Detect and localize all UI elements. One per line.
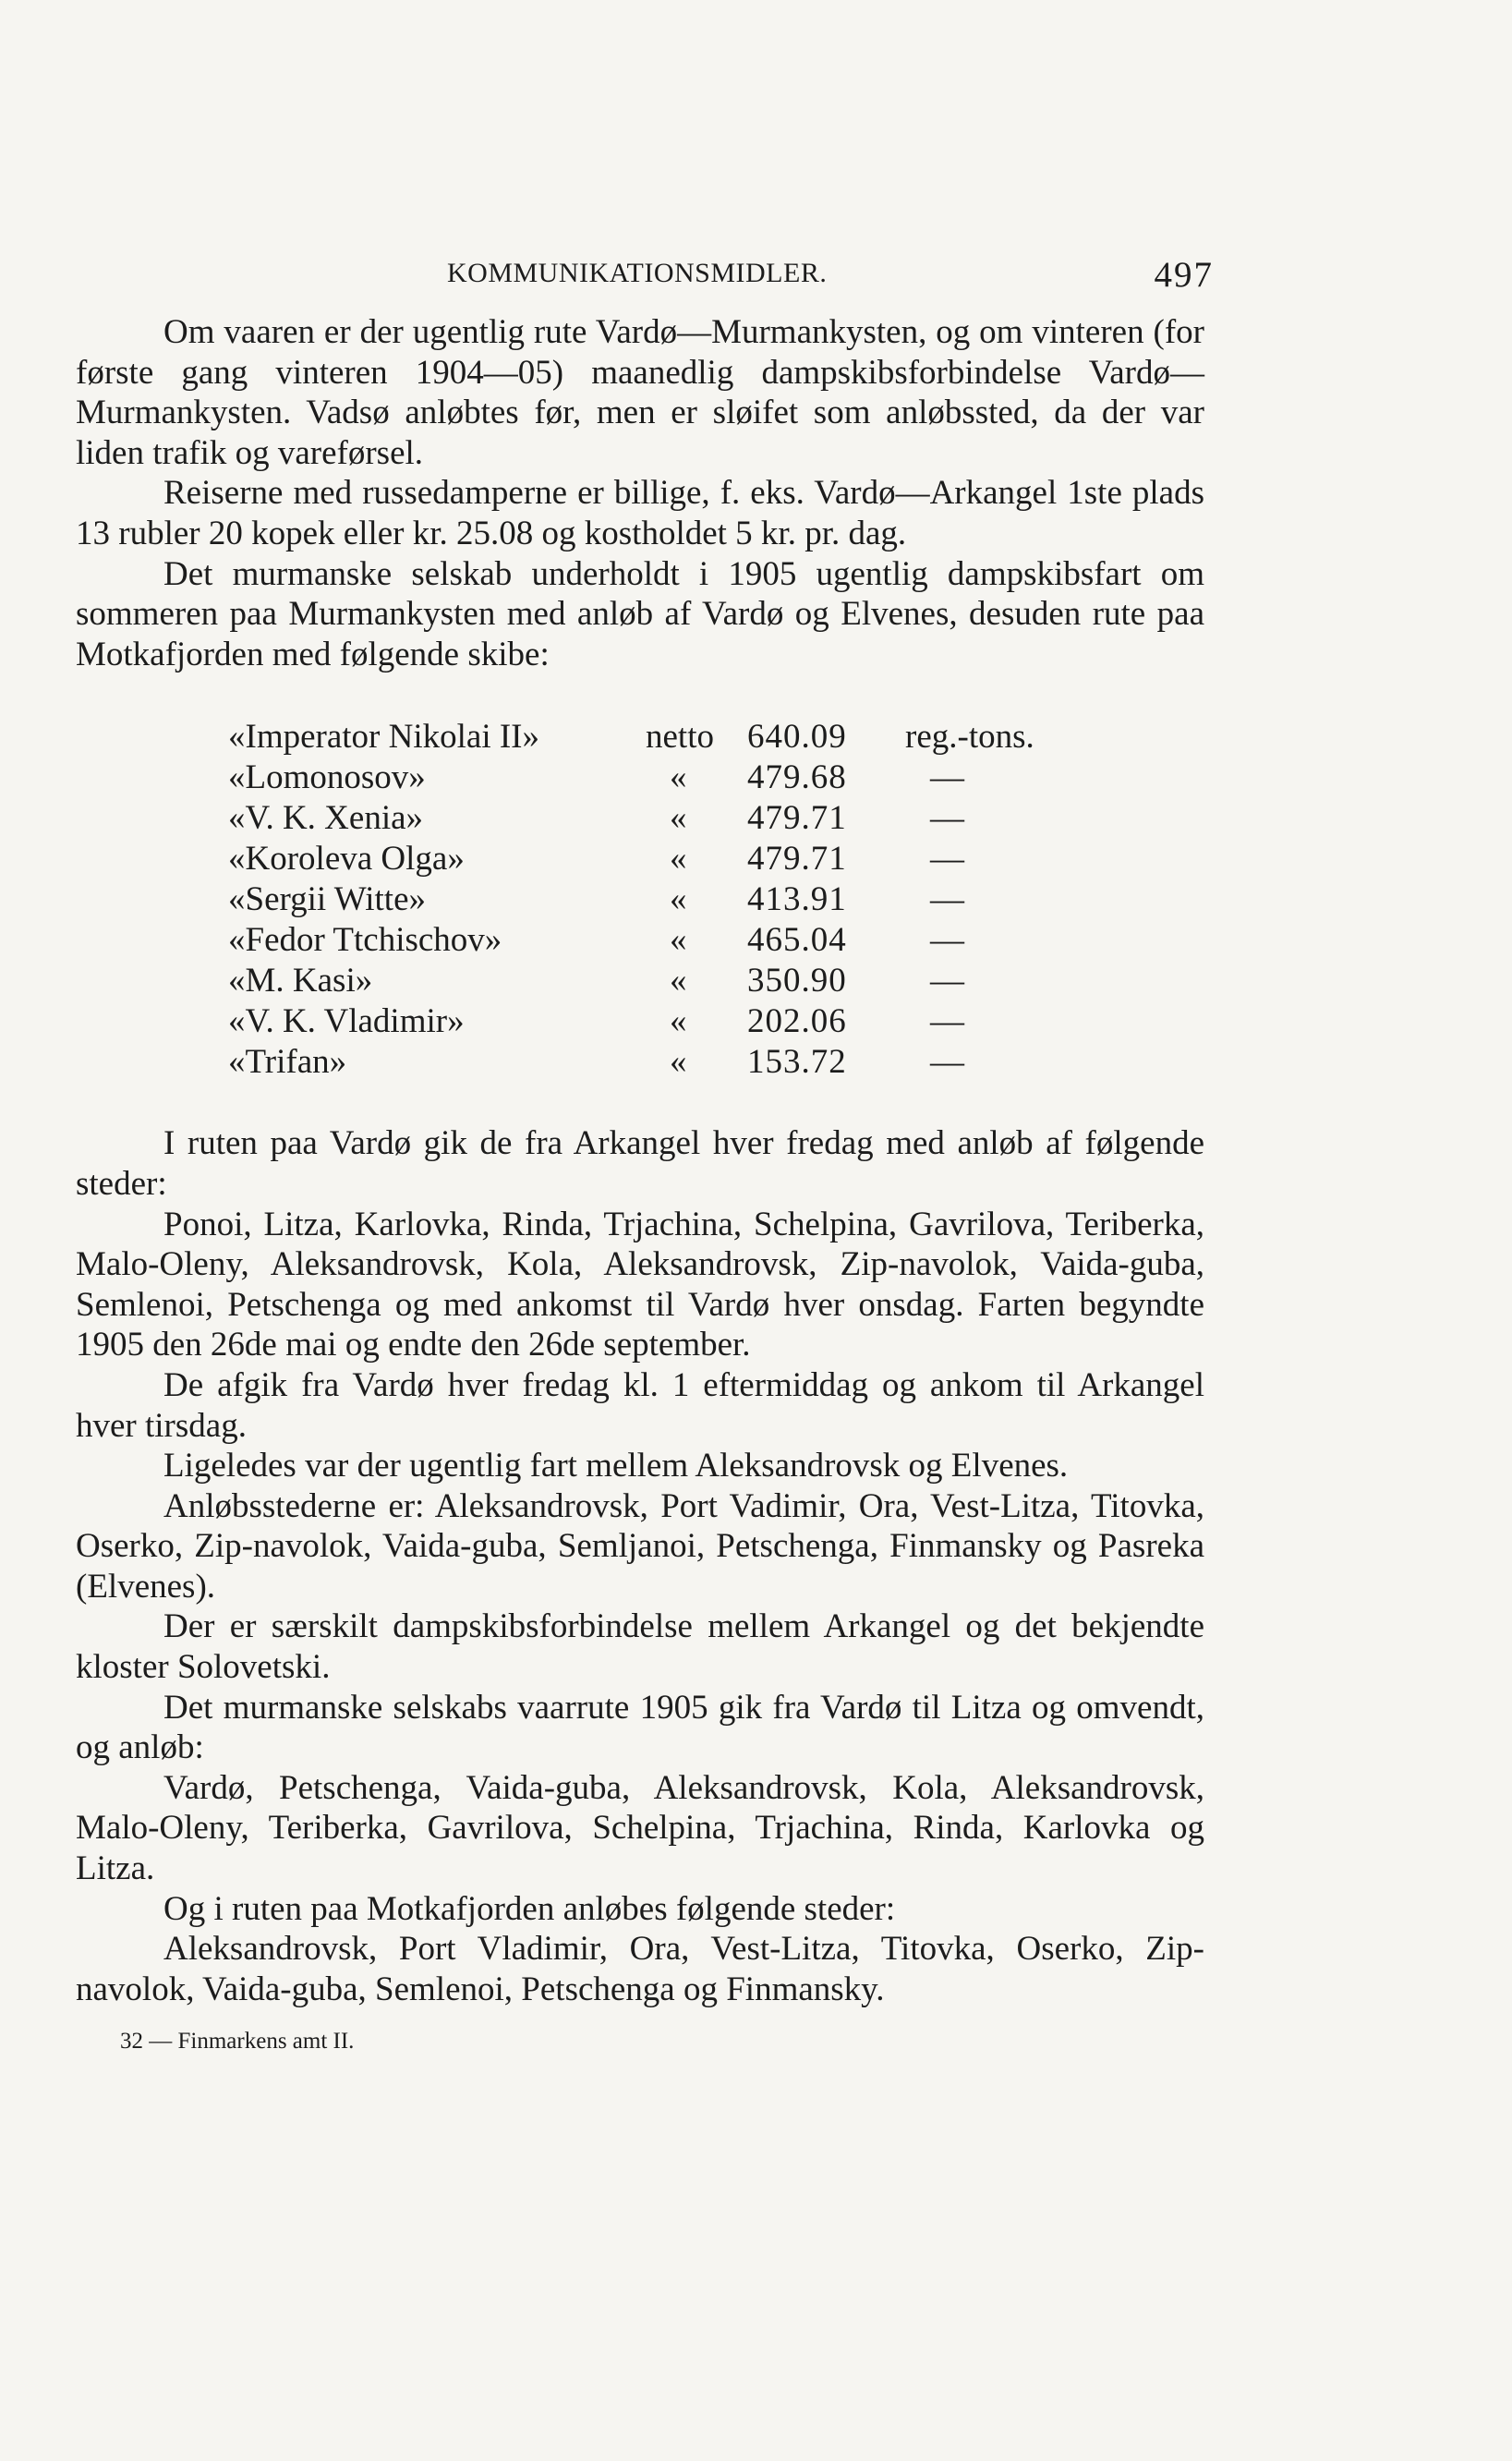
ship-tonnage: 350.90	[747, 962, 847, 1000]
ship-tonnage: 153.72	[747, 1043, 847, 1082]
running-title: KOMMUNIKATIONSMIDLER.	[447, 258, 828, 288]
page-number: 497	[1154, 255, 1214, 295]
ship-reg: —	[930, 799, 964, 838]
paragraph-elvenes-route: Ligeledes var der ugentlig fart mellem Aleksandrovsk og Elvenes.	[163, 1447, 1069, 1485]
ship-row	[76, 961, 1204, 1001]
ship-reg: —	[930, 1043, 964, 1082]
ship-name: «Imperator Nikolai II»	[228, 718, 539, 757]
ship-unit: «	[670, 758, 687, 797]
ship-name: «V. K. Xenia»	[228, 799, 424, 838]
ship-unit: netto	[646, 718, 714, 757]
paragraph-elvenes-stops: Anløbsstederne er: Aleksandrovsk, Port Vadimir, Ora, Vest-Litza, Titovka, Oserko, Zip-navolok, Vaida-guba, Semljanoi, Petschenga, Finmansky og Pasreka (Elvenes).	[76, 1486, 1204, 1606]
ship-unit: «	[670, 799, 687, 838]
ship-tonnage: 640.09	[747, 718, 847, 757]
ship-reg: —	[930, 921, 964, 960]
ship-tonnage: 479.71	[747, 840, 847, 879]
ship-row	[76, 1042, 1204, 1083]
paragraph-solovetski: Der er særskilt dampskibsforbindelse mellem Arkangel og det bekjendte kloster Solovetski.	[76, 1607, 1204, 1687]
ship-name: «Lomonosov»	[228, 758, 426, 797]
paragraph-winter-route: Om vaaren er der ugentlig rute Vardø—Murmankysten, og om vinteren (for første gang vinteren 1904—05) maanedlig dampskibsforbindelse Vardø—Murmankysten. Vadsø anløbtes før, men er sløifet som anløbssted, da der var liden trafik og vareførsel.	[76, 313, 1204, 472]
ship-reg: —	[930, 840, 964, 879]
page	[76, 254, 1214, 2055]
ship-reg: —	[930, 880, 964, 919]
paragraph-fares: Reiserne med russedamperne er billige, f. eks. Vardø—Arkangel 1ste plads 13 rubler 20 kopek eller kr. 25.08 og kostholdet 5 kr. pr. dag.	[76, 474, 1204, 552]
ship-row	[76, 798, 1204, 839]
ship-tonnage: 465.04	[747, 921, 847, 960]
paragraph-arkangel-stops: Ponoi, Litza, Karlovka, Rinda, Trjachina, Schelpina, Gavrilova, Teriberka, Malo-Oleny, Aleksandrovsk, Kola, Aleksandrovsk, Zip-navolok, Vaida-guba, Semlenoi, Petschenga og med ankomst til Vardø hver onsdag. Farten begyndte 1905 den 26de mai og endte den 26de september.	[76, 1205, 1204, 1364]
ship-name: «Koroleva Olga»	[228, 840, 465, 879]
ship-reg: —	[930, 758, 964, 797]
ship-name: «V. K. Vladimir»	[228, 1002, 465, 1041]
ship-row	[76, 717, 1204, 758]
paragraph-spring-stops: Vardø, Petschenga, Vaida-guba, Aleksandrovsk, Kola, Aleksandrovsk, Malo-Oleny, Teriberka, Gavrilova, Schelpina, Trjachina, Rinda, Karlovka og Litza.	[76, 1768, 1204, 1888]
ship-name: «Sergii Witte»	[228, 880, 426, 919]
ship-row	[76, 758, 1204, 798]
paragraph-motkafjord-route: Og i ruten paa Motkafjorden anløbes følgende steder:	[163, 1889, 896, 1928]
paragraph-departures: De afgik fra Vardø hver fredag kl. 1 eftermiddag og ankom til Arkangel hver tirsdag.	[76, 1365, 1204, 1445]
page-header	[76, 254, 1214, 309]
ship-name: «M. Kasi»	[228, 962, 373, 1000]
paragraph-company-ships: Det murmanske selskab underholdt i 1905 ugentlig dampskibsfart om sommeren paa Murmankysten med anløb af Vardø og Elvenes, desuden rute paa Motkafjorden med følgende skibe:	[76, 554, 1204, 673]
ship-row	[76, 920, 1204, 961]
paragraph-arkangel-route: I ruten paa Vardø gik de fra Arkangel hver fredag med anløb af følgende steder:	[76, 1124, 1204, 1203]
paragraph-motkafjord-stops: Aleksandrovsk, Port Vladimir, Ora, Vest-Litza, Titovka, Oserko, Zip-navolok, Vaida-guba, Semlenoi, Petschenga og Finmansky.	[76, 1930, 1204, 2008]
ship-unit: «	[670, 962, 687, 1000]
ship-unit: «	[670, 880, 687, 919]
ship-reg: —	[930, 1002, 964, 1041]
ship-row	[76, 839, 1204, 879]
paragraph-spring-route: Det murmanske selskabs vaarrute 1905 gik fra Vardø til Litza og omvendt, og anløb:	[76, 1688, 1204, 1767]
ship-name: «Trifan»	[228, 1043, 347, 1082]
ship-tonnage: 202.06	[747, 1002, 847, 1041]
ship-row	[76, 879, 1204, 920]
ship-list	[76, 717, 1204, 1083]
signature-line: 32 — Finmarkens amt II.	[120, 2029, 355, 2055]
ship-reg: —	[930, 962, 964, 1000]
routes-section	[76, 1123, 1204, 2009]
intro-section	[76, 312, 1204, 674]
ship-unit: «	[670, 840, 687, 879]
ship-tonnage: 413.91	[747, 880, 847, 919]
ship-reg: reg.-tons.	[905, 718, 1034, 757]
ship-unit: «	[670, 1002, 687, 1041]
ship-unit: «	[670, 921, 687, 960]
ship-tonnage: 479.68	[747, 758, 847, 797]
ship-unit: «	[670, 1043, 687, 1082]
ship-name: «Fedor Ttchischov»	[228, 921, 502, 960]
ship-row	[76, 1001, 1204, 1042]
ship-tonnage: 479.71	[747, 799, 847, 838]
